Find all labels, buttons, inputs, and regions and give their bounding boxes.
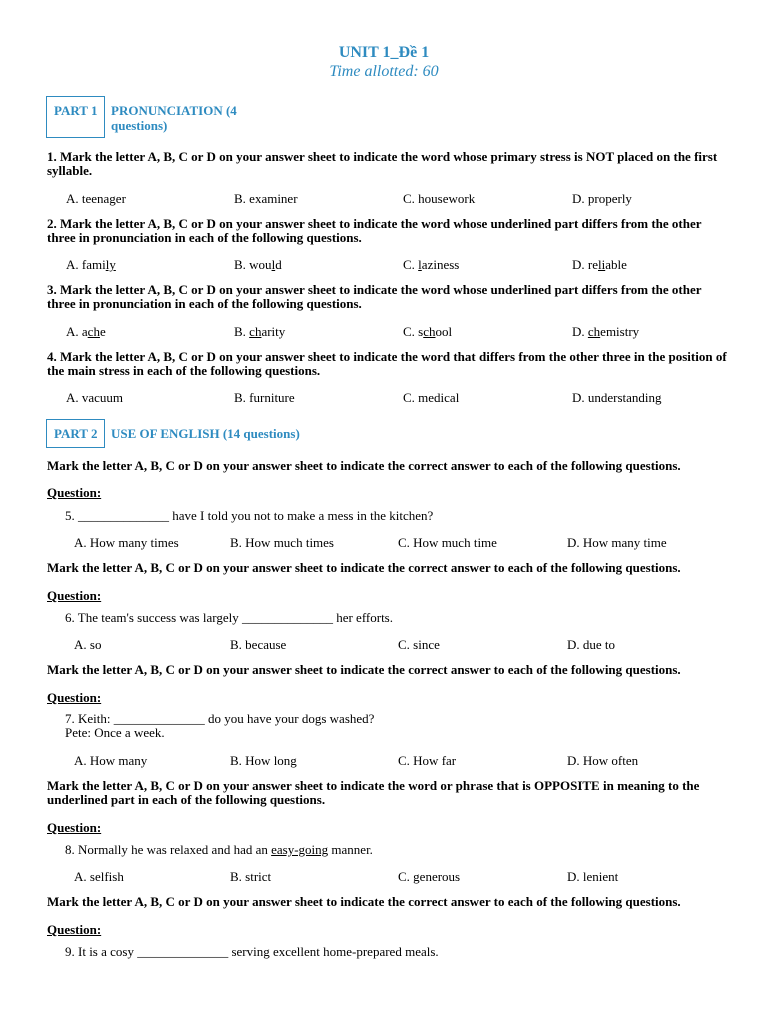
q3-option-a: A. ache	[66, 324, 106, 339]
q8-stem: 8. Normally he was relaxed and had an easy-going manner.	[65, 842, 373, 857]
q6-stem: 6. The team's success was largely ______________ her efforts.	[65, 610, 393, 625]
q1-option-d: D. properly	[572, 191, 632, 206]
q8-option-b: B. strict	[230, 869, 272, 884]
q7-option-d: D. How often	[567, 753, 639, 768]
q7-option-b: B. How long	[230, 753, 297, 768]
q6-option-a: A. so	[74, 637, 102, 652]
q6-instruction: Mark the letter A, B, C or D on your answer sheet to indicate the correct answer to each of the following questions.	[47, 560, 681, 575]
part1-title	[111, 103, 237, 133]
part2-title: USE OF ENGLISH (14 questions)	[111, 426, 300, 441]
q2-option-d: D. reliable	[572, 257, 627, 272]
q6-option-b: B. because	[230, 637, 287, 652]
part2-label-box	[46, 419, 105, 448]
part1-title-line2: questions)	[111, 118, 168, 133]
q7-stem-line1: 7. Keith: ______________ do you have your dogs washed?	[65, 711, 375, 726]
q6-option-c: C. since	[398, 637, 440, 652]
q7-instruction: Mark the letter A, B, C or D on your answer sheet to indicate the correct answer to each of the following questions.	[47, 662, 681, 677]
q6-option-d: D. due to	[567, 637, 616, 652]
q1-option-a: A. teenager	[66, 191, 126, 206]
q5-question-label: Question:	[47, 485, 102, 500]
q7-stem	[65, 712, 374, 740]
q2-option-c: C. laziness	[403, 257, 460, 272]
q7-option-a: A. How many	[74, 753, 148, 768]
q8-option-c: C. generous	[398, 869, 461, 884]
part1-label-box	[46, 96, 105, 138]
q5-option-c: C. How much time	[398, 535, 497, 550]
q3-instruction: 3. Mark the letter A, B, C or D on your answer sheet to indicate the word whose underlined part differs from the other three in pronunciation in each of the following questions.	[47, 282, 702, 311]
q2-instruction: 2. Mark the letter A, B, C or D on your answer sheet to indicate the word whose underlined part differs from the other three in pronunciation in each of the following questions.	[47, 216, 702, 245]
q3-option-b: B. charity	[234, 324, 286, 339]
time-allotted: Time allotted: 60	[329, 63, 439, 80]
q9-instruction: Mark the letter A, B, C or D on your answer sheet to indicate the correct answer to each of the following questions.	[47, 894, 681, 909]
q8-question-label: Question:	[47, 820, 102, 835]
part1-label: PART 1	[54, 103, 98, 118]
q1-option-b: B. examiner	[234, 191, 298, 206]
q3-option-d: D. chemistry	[572, 324, 640, 339]
q7-question-label: Question:	[47, 690, 102, 705]
q4-option-b: B. furniture	[234, 390, 295, 405]
q4-option-d: D. understanding	[572, 390, 662, 405]
q7-option-c: C. How far	[398, 753, 457, 768]
q5-stem: 5. ______________ have I told you not to make a mess in the kitchen?	[65, 508, 434, 523]
q8-option-d: D. lenient	[567, 869, 619, 884]
part1-title-line1: PRONUNCIATION (4	[111, 103, 237, 118]
q9-question-label: Question:	[47, 922, 102, 937]
q2-option-b: B. would	[234, 257, 282, 272]
q1-instruction: 1. Mark the letter A, B, C or D on your answer sheet to indicate the word whose primary stress is NOT placed on the first syllable.	[47, 149, 718, 178]
q5-option-b: B. How much times	[230, 535, 334, 550]
q3-option-c: C. school	[403, 324, 453, 339]
q5-instruction: Mark the letter A, B, C or D on your answer sheet to indicate the correct answer to each of the following questions.	[47, 458, 681, 473]
q4-option-a: A. vacuum	[66, 390, 124, 405]
q8-option-a: A. selfish	[74, 869, 124, 884]
q4-option-c: C. medical	[403, 390, 460, 405]
q4-instruction: 4. Mark the letter A, B, C or D on your answer sheet to indicate the word that differs from the other three in the position of the main stress in each of the following questions.	[47, 349, 727, 378]
q8-underlined-part: easy-going	[271, 842, 329, 857]
q6-question-label: Question:	[47, 588, 102, 603]
q2-option-a: A. family	[66, 257, 116, 272]
q5-option-a: A. How many times	[74, 535, 179, 550]
page-title: UNIT 1_Đề 1	[338, 44, 430, 61]
q7-stem-line2: Pete: Once a week.	[65, 725, 165, 740]
q5-option-d: D. How many time	[567, 535, 667, 550]
q8-instruction: Mark the letter A, B, C or D on your answer sheet to indicate the word or phrase that is OPPOSITE in meaning to the underlined part in each of the following questions.	[47, 778, 700, 807]
part2-label: PART 2	[54, 426, 98, 441]
q9-stem: 9. It is a cosy ______________ serving excellent home-prepared meals.	[65, 944, 439, 959]
q1-option-c: C. housework	[403, 191, 476, 206]
